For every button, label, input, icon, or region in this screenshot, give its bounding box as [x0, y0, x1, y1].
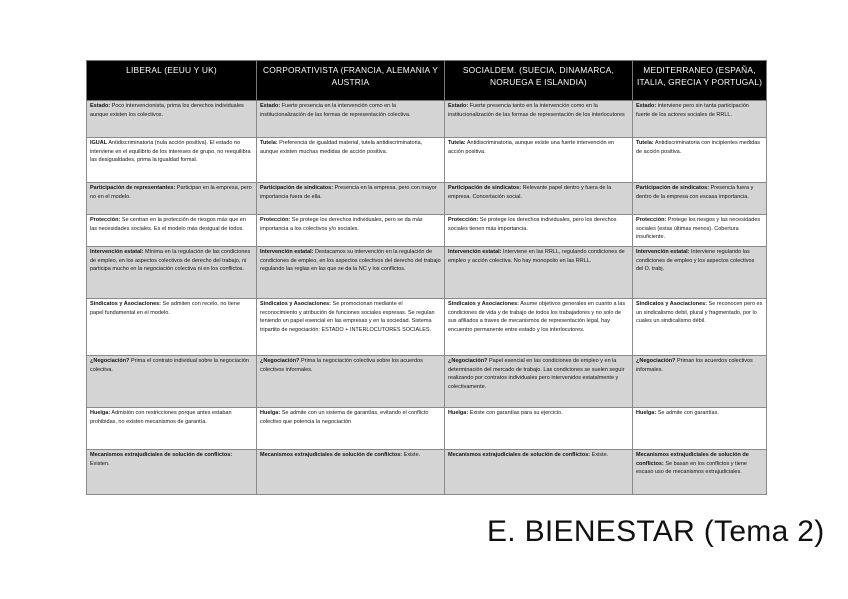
cell-label: Intervención estatal:: [90, 249, 144, 255]
cell-text: Protege los riesgos y las necesidades sociales (estas últimas menos). Cobertura insuficiente.: [636, 217, 761, 241]
cell-text: Relevante papel dentro y fuera de la empresa. Concertación social.: [448, 185, 612, 200]
cell-label: ¿Negociación?: [260, 358, 300, 364]
cell-text: Prima la negociación colectiva sobre los acuerdos colectivos informales.: [260, 358, 423, 373]
cell-text: Presencia fuera y dentro de la empresa con escasa importancia.: [636, 185, 754, 200]
cell-text: Poco intervencionista, prima los derechos individuales aunque existen los colectivos.: [90, 103, 244, 118]
cell-text: Se admite con un sistema de garantías, evitando el conflicto colectivo que potencia la negociación: [260, 410, 429, 425]
table-cell: [257, 215, 445, 247]
table-row-estado: [87, 101, 767, 138]
table-cell: [257, 138, 445, 183]
table-cell: [633, 215, 767, 247]
table-cell: [633, 247, 767, 299]
cell-text: Se protege los derechos individuales, pero los derechos sociales tienen más importancia.: [448, 217, 617, 232]
table-cell: [445, 408, 633, 450]
cell-text: Antidiscriminatoria con incipientes medidas de acción positiva.: [636, 140, 761, 155]
comparison-table: [86, 60, 767, 495]
table-row-huelga: [87, 408, 767, 450]
cell-text: Fuerte presencia en la intervención como en la institucionalización de las formas de representación colectiva.: [260, 103, 411, 118]
table-cell: [633, 450, 767, 495]
cell-text: Existe.: [402, 452, 421, 458]
cell-text: Antidiscriminatoria, aunque existe una fuerte intervención en acción positiva.: [448, 140, 615, 155]
cell-text: Asume objetivos generales en cuanto a las condiciones de vida y de trabajo de todos los trabajadores y no solo de sus afiliados a traves de mecanismos de representación legal, hay encuentro permanente entre estado y los interlocutores.: [448, 301, 626, 334]
header-liberal: LIBERAL (EEUU Y UK): [87, 61, 257, 101]
cell-label: Protección:: [90, 217, 121, 223]
table-row-proteccion: [87, 215, 767, 247]
cell-text: Se admiten con recelo, no tiene papel fundamental en el modelo.: [90, 301, 240, 316]
table-cell: [445, 450, 633, 495]
cell-label: Mecanismos extrajudiciales de solución de conflictos:: [260, 452, 403, 458]
table-cell: [87, 101, 257, 138]
table-cell: [257, 101, 445, 138]
cell-label: Sindicatos y Asociaciones:: [260, 301, 332, 307]
cell-text: Prima el contrato individual sobre la negociación colectiva.: [90, 358, 249, 373]
table-cell: [257, 450, 445, 495]
table-cell: [87, 408, 257, 450]
table-cell: [87, 247, 257, 299]
cell-text: Se protege los derechos individuales, pero se da más importancia a los colectivos y/o sociales.: [260, 217, 423, 232]
cell-label: Participación de sindicatos:: [260, 185, 334, 191]
cell-label: Estado:: [260, 103, 281, 109]
table-cell: [257, 247, 445, 299]
cell-label: ¿Negociación?: [90, 358, 130, 364]
cell-text: Existe con garantías para su ejercicio.: [468, 410, 563, 416]
cell-text: Priman los acuerdos colectivos informales.: [636, 358, 753, 373]
cell-text: Preferencia de igualdad material, tutela antidiscriminatoria, aunque existen muchas medidas de acción positiva.: [260, 140, 423, 155]
header-corporativista: CORPORATIVISTA (FRANCIA, ALEMANIA Y AUSTRIA: [257, 61, 445, 101]
table-row-tutela: [87, 138, 767, 183]
cell-label: Tutela:: [260, 140, 278, 146]
table-cell: [445, 299, 633, 356]
cell-label: Tutela:: [448, 140, 466, 146]
cell-text: Admisión con restricciones porque antes estaban prohibidas, no existen mecanismos de garantía.: [90, 410, 232, 425]
cell-label: Participación de representantes:: [90, 185, 176, 191]
cell-text: Fuerte presencia tanto en la intervención como en la institucionalización de las formas de representación de los interlocutores: [448, 103, 625, 118]
cell-label: Tutela:: [636, 140, 654, 146]
table-row-participacion: [87, 183, 767, 215]
cell-label: Mecanismos extrajudiciales de solución de conflictos:: [448, 452, 591, 458]
cell-label: Huelga:: [90, 410, 111, 416]
table-cell: [87, 356, 257, 408]
cell-text: Se basan en los conflictos y tiene escaso uso de mecanismos extrajudiciales.: [636, 460, 747, 476]
table-cell: [87, 215, 257, 247]
table-cell: [87, 138, 257, 183]
cell-text: Antidiscriminatoria (nula acción positiva). El estado no interviene en el equilibrio de los intereses de grupo, no reequilibra las desigualdades, prima la igualdad formal.: [90, 140, 251, 164]
table-cell: [445, 183, 633, 215]
cell-label: Mecanismos extrajudiciales de solución de conflictos:: [636, 452, 749, 467]
cell-label: IGUAL: [90, 140, 108, 146]
slide-title: E. BIENESTAR (Tema 2): [487, 515, 825, 548]
cell-label: Huelga:: [260, 410, 281, 416]
table-cell: [87, 299, 257, 356]
cell-label: Sindicatos y Asociaciones:: [636, 301, 708, 307]
table-cell: [445, 138, 633, 183]
cell-label: Estado:: [636, 103, 657, 109]
cell-text: Destacamos su intervención en la regulación de condiciones de empleo, en los aspectos colectivos del derecho del trabajo regulando las reglas en las que se da la NC y los conflictos.: [260, 249, 441, 273]
table-cell: [633, 408, 767, 450]
header-row: [87, 61, 767, 101]
cell-label: Sindicatos y Asociaciones:: [90, 301, 162, 307]
cell-text: Existe.: [590, 452, 609, 458]
cell-label: Protección:: [260, 217, 291, 223]
table-cell: [633, 101, 767, 138]
cell-text: Existen.: [90, 460, 110, 467]
cell-label: Sindicatos y Asociaciones:: [448, 301, 520, 307]
cell-label: Protección:: [636, 217, 667, 223]
cell-text: Presencia en la empresa, pero con mayor importancia fuera de ella.: [260, 185, 437, 200]
cell-text: Interviene en las RRLL, regulando condiciones de empleo y acción colectiva. No hay monopolio en las RRLL.: [448, 249, 625, 264]
table-cell: [445, 215, 633, 247]
cell-label: Estado:: [448, 103, 469, 109]
table-cell: [257, 408, 445, 450]
table-cell: [257, 299, 445, 356]
cell-text: Se reconocen pero es un sindicalismo debil, plural y fragmentado, por lo cuales un sindicalismo débil.: [636, 301, 763, 325]
cell-label: Estado:: [90, 103, 111, 109]
cell-label: ¿Negociación?: [636, 358, 676, 364]
cell-text: Interviene regulando las condiciones de empleo y los aspectos colectivos del D. trabj.: [636, 249, 755, 273]
table-cell: [257, 356, 445, 408]
cell-text: Se centran en la protección de riesgos más que en las necesidades sociales. Es el modelo más desigual de todos.: [90, 217, 246, 232]
cell-label: Huelga:: [636, 410, 657, 416]
table-cell: [445, 356, 633, 408]
table-cell: [87, 183, 257, 215]
cell-label: ¿Negociación?: [448, 358, 488, 364]
cell-text: Se admite con garantías.: [656, 410, 719, 416]
cell-label: Intervención estatal:: [636, 249, 690, 255]
cell-label: Participación de sindicatos:: [636, 185, 710, 191]
table-cell: [633, 138, 767, 183]
cell-text: Mínima en la regulación de las condiciones de empleo, en los aspectos colectivos de derecho del trabajo, ni participa mucho en la negociación colectiva ni en los conflictos.: [90, 249, 251, 273]
cell-label: Protección:: [448, 217, 479, 223]
table-cell: [633, 183, 767, 215]
cell-label: Mecanismos extrajudiciales de solución de conflictos:: [90, 452, 233, 458]
table-cell: [445, 247, 633, 299]
header-mediterraneo: MEDITERRANEO (ESPAÑA, ITALIA, GRECIA Y PORTUGAL): [633, 61, 767, 101]
table-body: [87, 101, 767, 495]
cell-label: Intervención estatal:: [260, 249, 314, 255]
table-row-mecanismos: [87, 450, 767, 495]
cell-text: Participan en la empresa, pero no en el modelo.: [90, 185, 252, 200]
cell-label: Huelga:: [448, 410, 469, 416]
cell-label: Participación de sindicatos:: [448, 185, 522, 191]
table-row-intervencion: [87, 247, 767, 299]
table-cell: [87, 450, 257, 495]
table-cell: [633, 356, 767, 408]
cell-text: Papel esencial en las condiciones de empleo y en la determinación del mercado de trabajo. Las condiciones se suelen seguir realizando por contratos individuales pero intervenidos estatalmente y colectivamente.: [448, 358, 625, 391]
cell-text: Se promocionan mediante el reconocimiento y atribución de funciones sociales expresas. Se regulan teniendo un papel esencial en las empresas y en la sociedad. Sistema tripartito de negociación: ESTADO + INTERLOCUTORES SOCIALES.: [260, 301, 435, 334]
table-cell: [257, 183, 445, 215]
cell-text: interviene pero sin tanta participación fuerte de los actores sociales de RRLL.: [636, 103, 749, 118]
table-cell: [445, 101, 633, 138]
table-cell: [633, 299, 767, 356]
table-row-sindicatos: [87, 299, 767, 356]
table-row-negociacion: [87, 356, 767, 408]
cell-label: Intervención estatal:: [448, 249, 502, 255]
header-socialdem: SOCIALDEM. (SUECIA, DINAMARCA, NORUEGA E ISLANDIA): [445, 61, 633, 101]
